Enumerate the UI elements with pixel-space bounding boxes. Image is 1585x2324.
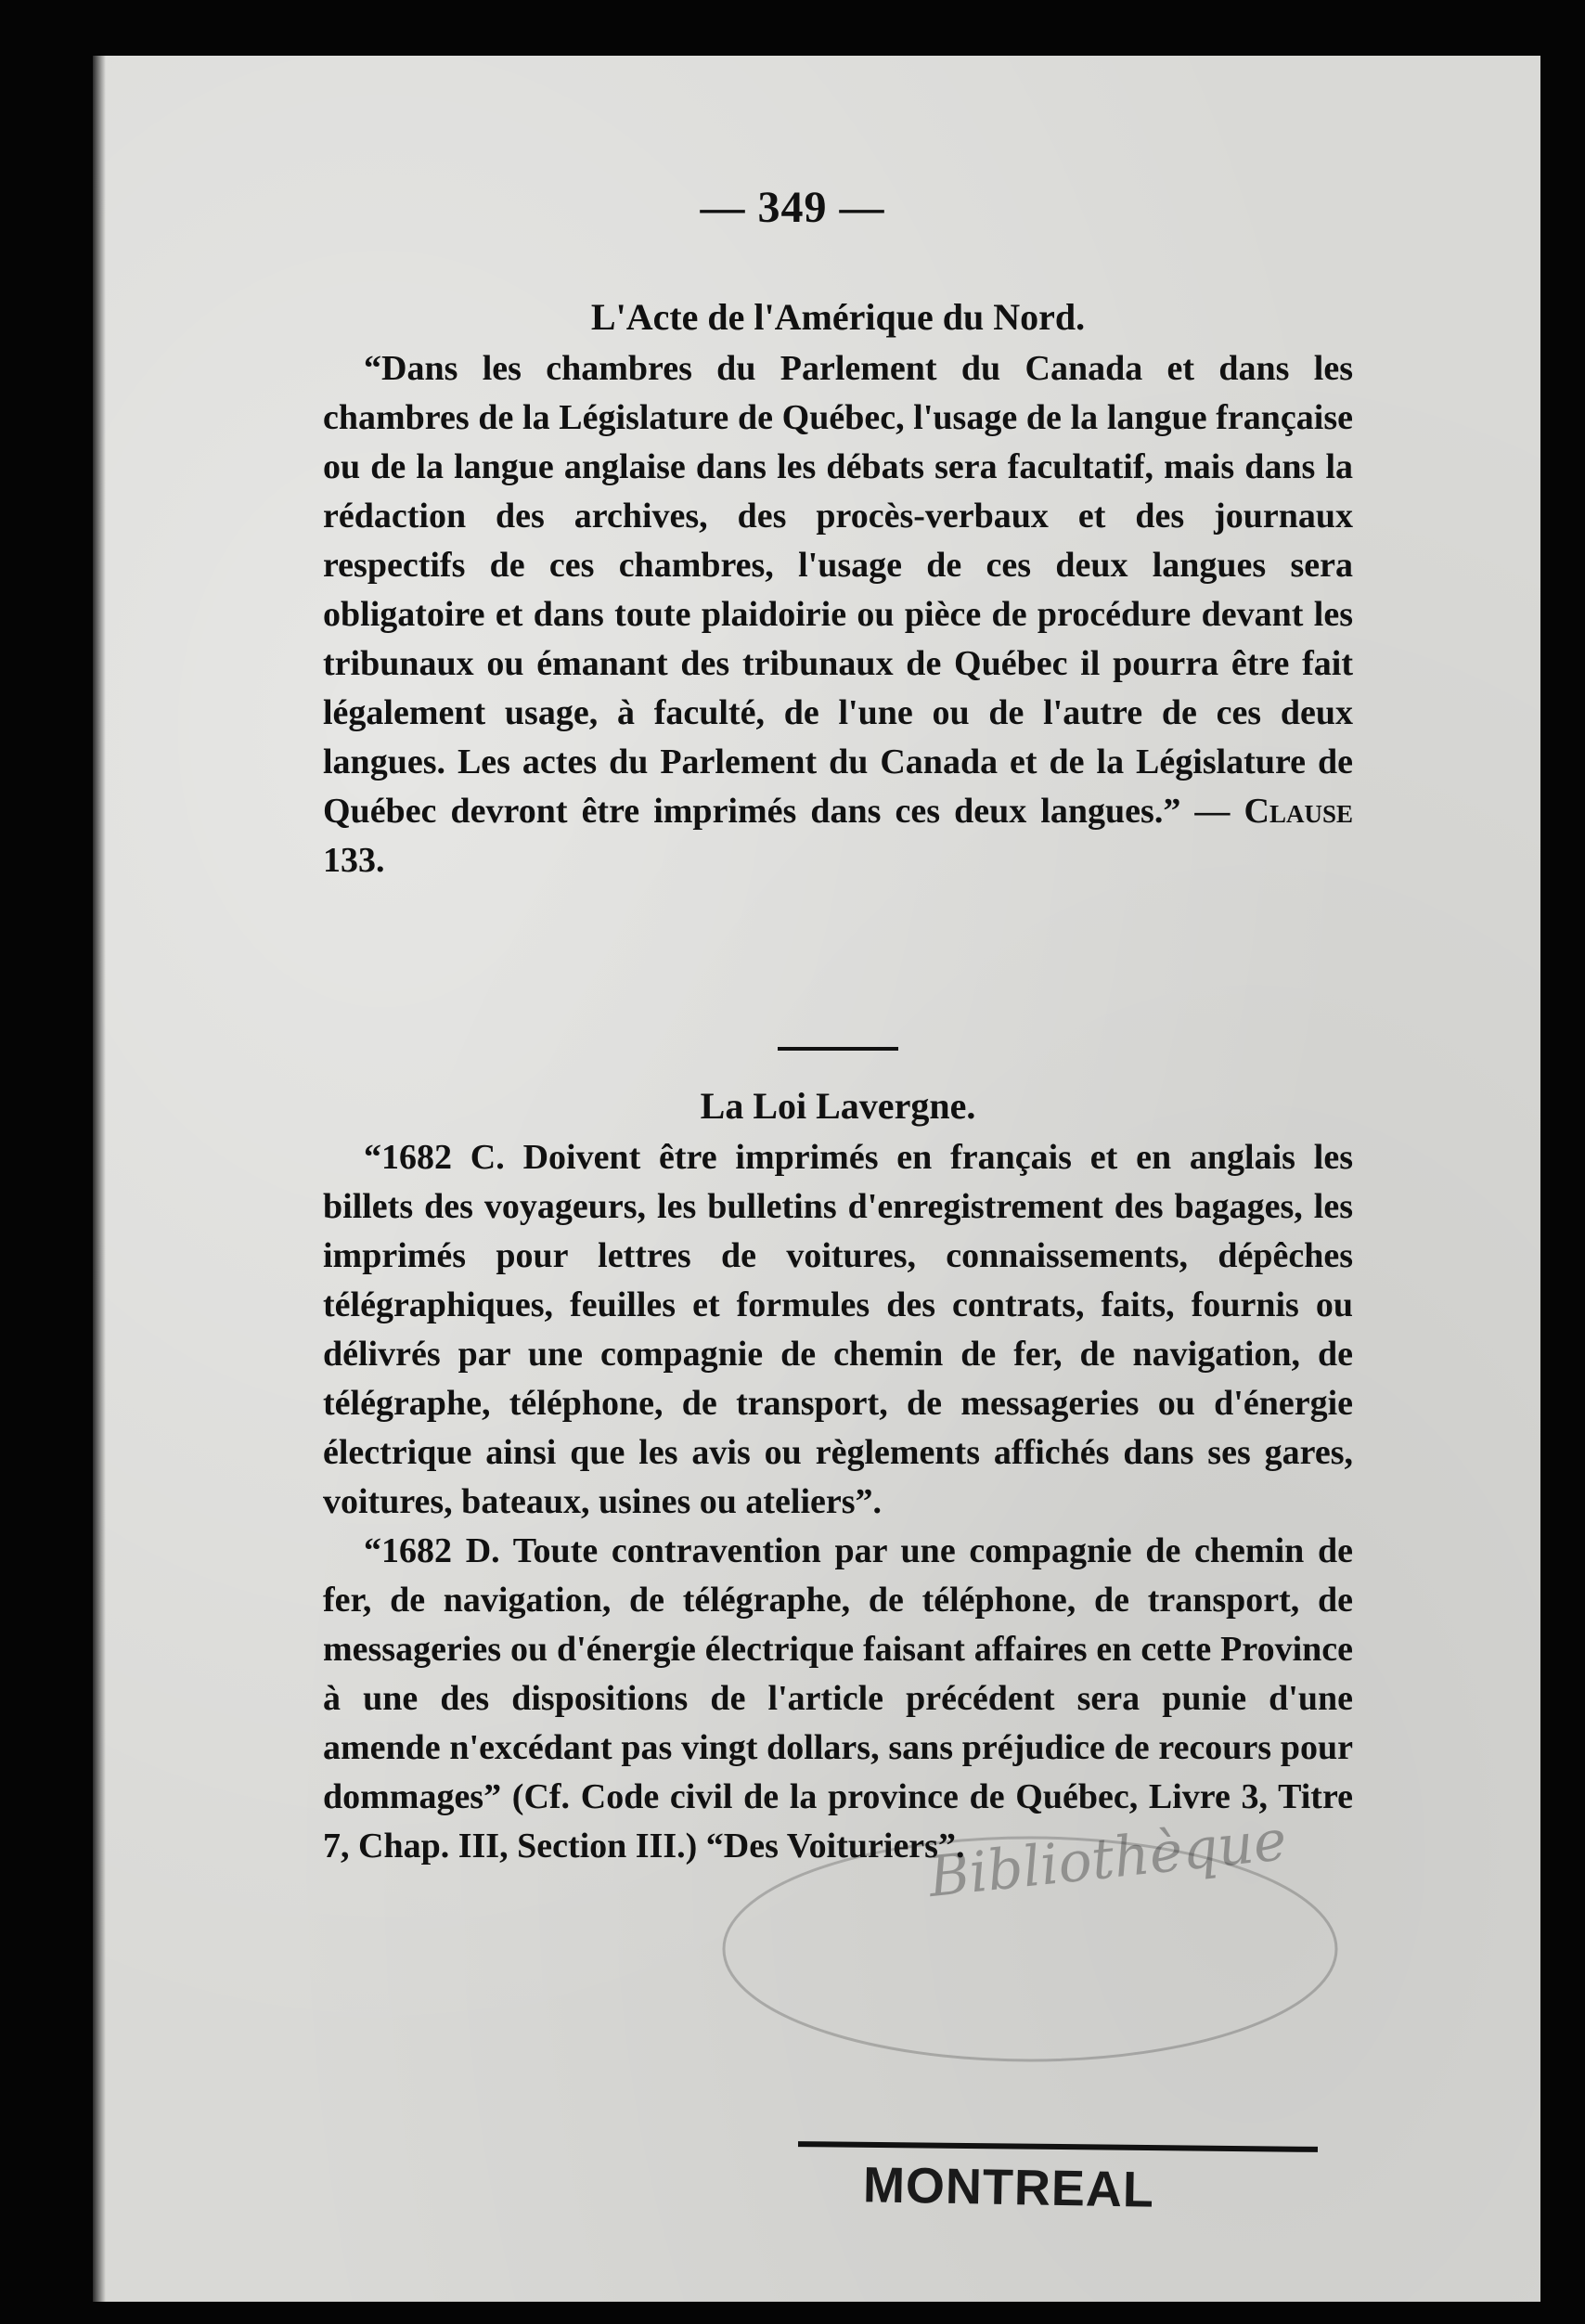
article-1682d: “1682 D. Toute contravention par une compagnie de chemin de fer, de navigation, de télégraphe, de téléphone, de transport, de messageries ou d'énergie électrique faisant affaires en cette Province à une des dispositions de l'article précédent sera punie d'une amende n'excédant pas vingt dollars, sans préjudice de recours pour dommages” (Cf. Code civil de la province de Québec, Livre 3, Titre 7, Chap. III, Section III.) “Des Voituriers”.: [323, 1531, 1353, 1866]
section-heading: L'Acte de l'Amérique du Nord.: [590, 296, 1086, 338]
section-acte-amerique-du-nord: [323, 295, 1353, 885]
stamp-script-text: Bibliothèque: [925, 1807, 1290, 1911]
paragraph-text: “Dans les chambres du Parlement du Canada et dans les chambres de la Législature de Québec, l'usage de la langue française ou de la langue anglaise dans les débats sera facultatif, mais dans la rédaction des archives, des procès-verbaux et des journaux respectifs de ces chambres, l'usage de ces deux langues sera obligatoire et dans toute plaidoirie ou pièce de procédure devant les tribunaux ou émanant des tribunaux de Québec il pourra être fait légalement usage, à faculté, de l'une ou de l'autre de ces deux langues. Les actes du Parlement du Canada et de la Législature de Québec devront être imprimés dans ces deux langues.” —: [323, 349, 1353, 831]
section-divider-wrap: [323, 1047, 1353, 1051]
stamp-city: MONTREAL: [862, 2157, 1155, 2218]
clause-reference: Clause 133.: [323, 792, 1353, 880]
article-1682c: “1682 C. Doivent être imprimés en français et en anglais les billets des voyageurs, les bulletins d'enregistrement des bagages, les imprimés pour lettres de voitures, connaissements, dépêches télégraphiques, feuilles et formules des contrats, faits, fournis ou délivrés par une compagnie de chemin de fer, de navigation, de télégraphe, téléphone, de transport, de messageries ou d'énergie électrique ainsi que les avis ou règlements affichés dans ses gares, voitures, bateaux, usines ou ateliers”.: [323, 1138, 1353, 1521]
section-divider: [778, 1047, 898, 1051]
section-heading: La Loi Lavergne.: [700, 1085, 976, 1127]
page-fold-shadow: [93, 56, 106, 2302]
section-loi-lavergne: [323, 1084, 1353, 1871]
page-number: — 349 —: [700, 183, 885, 232]
quoted-paragraph: [323, 344, 1353, 885]
